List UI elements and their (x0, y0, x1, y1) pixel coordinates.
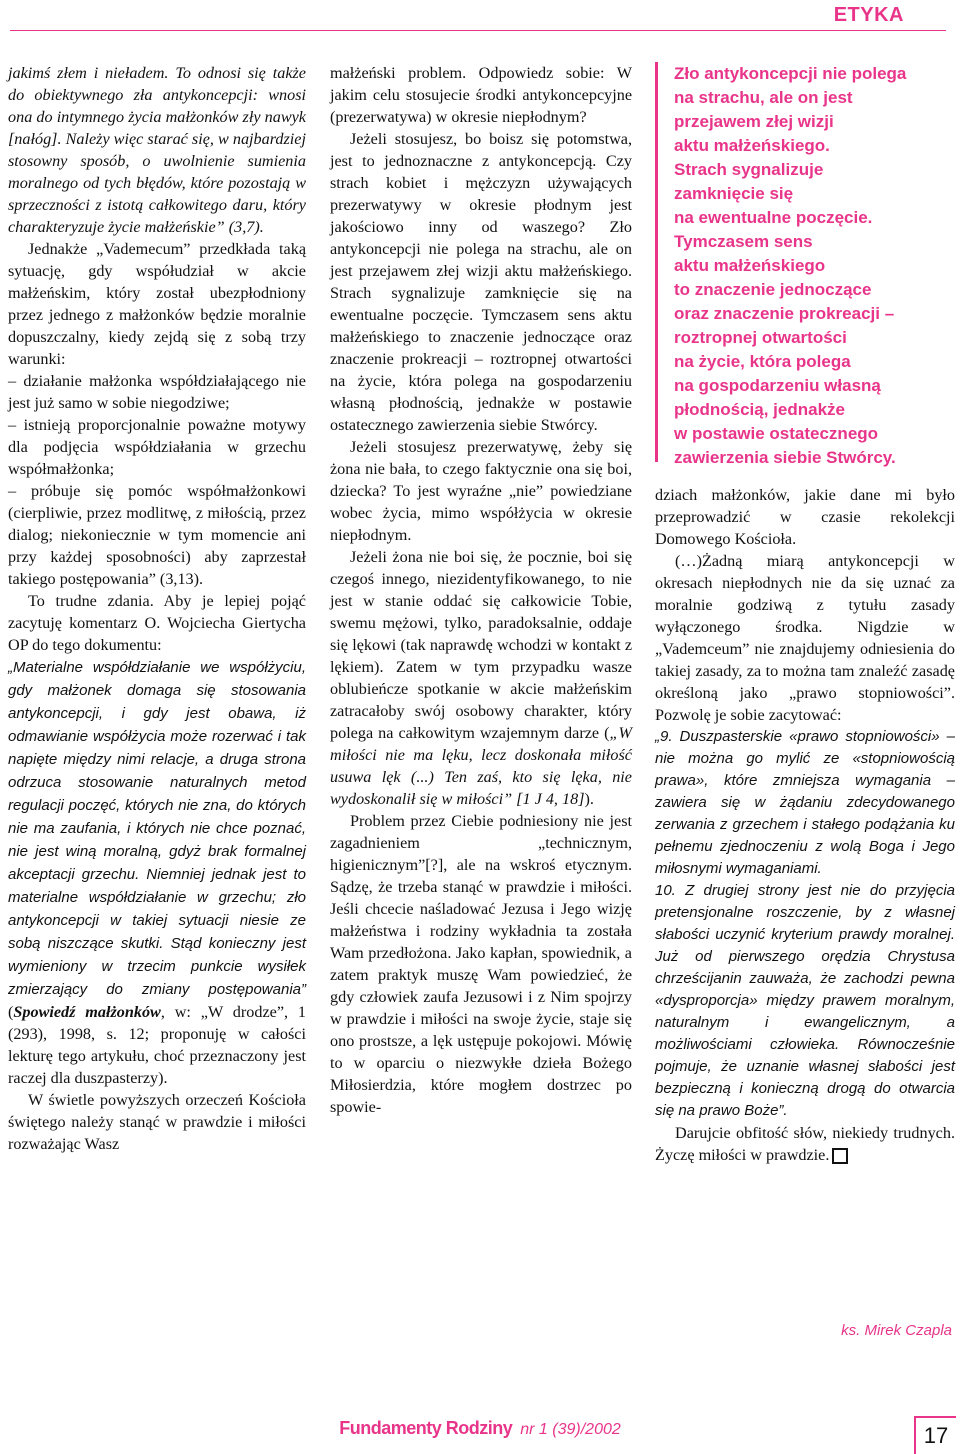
quote-text: „Materialne współdziałanie we współżyciu, gdy małżonek domaga się stosowania antykoncepcji, i gdy jest obawa, iż odmawianie współżycia może rozerwać i tak napięte między nimi relacje, a druga strona odrzuca stosowanie naturalnych metod regulacji poczęć, których nie zna, do których nie ma zaufania, i których nie chce poznać, nie jest winą moralną, gdyż brak formalnej akceptacji grzechu. Niemniej jednak jest to materialne współdziałanie w grzechu; zło antykoncepcji w takiej sytuacji niesie ze sobą niszczące skutki. Stąd konieczny jest wymieniony w trzecim punkcie wysiłek zmierzający do zmiany postępowania” (8, 659, 306, 998)
paragraph: małżeński problem. Odpowiedz sobie: W jakim celu stosujecie środki antykoncepcyjne (prezerwatywa) w okresie niepłodnym? (330, 64, 632, 126)
paragraph: Jeżeli stosujesz, bo boisz się potomstwa, jest to jednoznaczne z antykoncepcją. Czy strach kobiet i mężczyzn używających prezerwatywy w okresie płodnym jest jakościowo inny od waszego? Zło antykoncepcji nie polega na strachu, ale on jest przejawem złej wizji aktu małżeńskiego. Strach sygnalizuje zamknięcie się na ewentualne poczęcie. Tymczasem sens aktu małżeńskiego to znaczenie jednoczące oraz znaczenie prokreacji – roztropnej otwartości na życie, która polega na gospodarzeniu własną płodnością, jednakże w postawie ostatecznego zawierzenia siebie Stwórcy. (330, 130, 632, 434)
end-of-article-icon (832, 1148, 848, 1164)
section-label: ETYKA (833, 4, 904, 26)
quote-source-rest: , w: „W drodze”, 1 (293), 1998, s. 12; proponuję w całości lekturę tego artykułu, choć przeznaczony jest raczej dla duszpasterzy). (8, 1003, 306, 1087)
list-item: – istnieją proporcjonalnie poważne motywy dla podjęcia współdziałania w grzechu współmałżonka; (8, 416, 306, 478)
closing-text: Darujcie obfitość słów, niekiedy trudnych. Życzę miłości w prawdzie. (655, 1124, 955, 1164)
paragraph: Problem przez Ciebie podniesiony nie jest zagadnieniem „technicznym, higienicznym”[?], ale na wskroś etycznym. Sądzę, że trzeba stanąć w prawdzie i miłości. Jeśli chcecie naśladować Jezusa i Jego wizję małżeństwa i rodziny wykładnia ta została Wam przedłożona. Jako kapłan, spowiednik, a zatem praktyk muszę Wam powiedzieć, że gdy człowiek zaufa Jezusowi i z Nim spojrzy w prawdzie i miłości na swoje życie, staje się ono prostsze, a lęk ustępuje pokojowi. Mówię to w oparciu o niezwykłe dzieła Bożego Miłosierdzia, które mogłem dostrzec po spowie- (330, 812, 632, 1116)
quote-source-title: Spowiedź małżonków (13, 1003, 161, 1021)
pull-quote-line: aktu małżeńskiego. (674, 136, 830, 155)
column-2 (330, 62, 632, 1118)
footer (0, 1418, 960, 1439)
paragraph-end: ). (584, 790, 594, 808)
paragraph: Jednakże „Vademecum” przedkłada taką sytuację, gdy współudział w akcie małżeńskim, który został ubezpłodniony przez jednego z małżonków będzie moralnie dopuszczalny, kiedy zejdą się z sobą trzy warunki: (8, 240, 306, 368)
paragraph (330, 546, 632, 810)
quote-paragraph: „9. Duszpasterskie «prawo stopniowości» – nie można go mylić ze «stopniowością prawa», które zmniejsza wymagania – zawiera się w żądaniu zdecydowanego zerwania z grzechem i stałego podążania ku pełnemu zjednoczeniu z wolą Boga i Jego miłosnymi wymaganiami. (655, 728, 955, 877)
pull-quote-line: zawierzenia siebie Stwórcy. (674, 448, 896, 467)
pull-quote-line: w postawie ostatecznego (674, 424, 879, 443)
pull-quote (655, 62, 955, 467)
paragraph: To trudne zdania. Aby je lepiej pojąć zacytuję komentarz O. Wojciecha Giertycha OP do tego dokumentu: (8, 592, 306, 654)
pull-quote-line: roztropnej otwartości (674, 328, 847, 347)
paragraph (655, 1122, 955, 1166)
pull-quote-line: zamknięcie się (674, 184, 794, 203)
pull-quote-line: Zło antykoncepcji nie polega (674, 64, 907, 83)
quote-paragraph: 10. Z drugiej strony jest nie do przyjęcia pretensjonalne roszczenie, by z własnej słabości uczynić kryterium prawdy moralnej. Już od pierwszego orędzia Chrystusa chrześcijanin zauważa, że zachodzi pewna «dysproporcja» między prawem moralnym, naturalnym i ewangelicznym, a możliwościami człowieka. Równocześnie pojmuje, że uznanie własnej słabości jest bezpieczną i konieczną drogą do otwarcia się na prawo Boże”. (655, 882, 955, 1119)
pull-quote-line: to znaczenie jednoczące (674, 280, 872, 299)
list-item: – działanie małżonka współdziałającego nie jest już samo w sobie niegodziwe; (8, 372, 306, 412)
pull-quote-line: na strachu, ale on jest (674, 88, 853, 107)
paragraph: (…)Żadną miarą antykoncepcji w okresach niepłodnych nie da się uznać za moralnie godziwą z tytułu zasady wyłączonego środka. Nigdzie w „Vademceum” nie znajdujemy odniesienia do takiej zasady, za to można tam znaleźć zasadę określoną jako „prawo stopniowości”. Pozwolę je sobie zacytować: (655, 552, 955, 724)
pull-quote-line: oraz znaczenie prokreacji – (674, 304, 895, 323)
pull-quote-line: płodnością, jednakże (674, 400, 845, 419)
magazine-title: Fundamenty Rodziny (339, 1418, 513, 1438)
paragraph-text: Jeżeli żona nie boi się, że pocznie, boi się czegoś innego, niezidentyfikowanego, to nie jest w stanie oddać się całkowicie Tobie, swemu mężowi, tylko, paradoksalnie, oddaje się lękowi (tak naprawdę wchodzi w kontakt z lękiem). Zatem w tym przypadku wasze oblubieńcze spotkanie w akcie małżeńskim zatracałoby swój osobowy charakter, który polega na całkowitym wzajemnym darze ( (330, 548, 632, 742)
bible-quote: „W miłości nie ma lęku, lecz doskonała miłość usuwa lęk (...) Ten zaś, kto się lęka, nie wydoskonalił się w miłości” [1 J 4, 18] (330, 724, 632, 808)
quote-paragraph: „Materialne współdziałanie we współżyciu, gdy małżonek domaga się stosowania antykoncepcji, i gdy jest obawa, iż odmawianie współżycia może rozerwać i tak napięte między nimi relacje, a druga strona odrzuca stosowanie naturalnych metod regulacji poczęć, których nie zna, do których nie ma zaufania, i których nie chce poznać, nie jest winą moralną, gdyż brak formalnej akceptacji grzechu. Niemniej jednak jest to materialne współdziałanie w grzechu; zło antykoncepcji w takiej sytuacji niesie ze sobą niszczące skutki. Stąd konieczny jest wymieniony w trzecim punkcie wysiłek zmierzający do zmiany postępowania” (Spowiedź małżonków, w: „W drodze”, 1 (293), 1998, s. 12; proponuję w całości lekturę tego artykułu, choć przeznaczony jest raczej dla duszpasterzy). (8, 659, 306, 1087)
pull-quote-line: na ewentualne poczęcie. (674, 208, 873, 227)
pull-quote-line: aktu małżeńskiego (674, 256, 826, 275)
paragraph: dziach małżonków, jakie dane mi było przeprowadzić w czasie rekolekcji Domowego Kościoła. (655, 486, 955, 548)
page-number: 17 (914, 1416, 956, 1454)
paragraph: Jeżeli stosujesz prezerwatywę, żeby się żona nie bała, to czego faktycznie ona się boi, dziecka? To jest wyraźne „nie” powiedziane wobec życia, mimo współżycia w okresie niepłodnym. (330, 438, 632, 544)
pull-quote-line: Strach sygnalizuje (674, 160, 824, 179)
paragraph: W świetle powyższych orzeczeń Kościoła świętego należy stanąć w prawdzie i miłości rozważając Wasz (8, 1091, 306, 1153)
column-1 (8, 62, 306, 1155)
pull-quote-line: na życie, która polega (674, 352, 851, 371)
pull-quote-line: Tymczasem sens (674, 232, 813, 251)
paragraph: jakimś złem i nieładem. To odnosi się także do obiektywnego zła antykoncepcji: wnosi ona do intymnego życia małżonków zły nawyk [nałóg]. Należy więc starać się, w najbardziej stosowny sposób, o uwolnienie sumienia moralnego od tych błędów, które pozostają w sprzeczności z istotą całkowitego daru, który charakteryzuje życie małżeńskie” (3,7). (8, 64, 306, 236)
pull-quote-line: przejawem złej wizji (674, 112, 834, 131)
author-signature: ks. Mirek Czapla (841, 1322, 952, 1339)
list-item: – próbuje się pomóc współmałżonkowi (cierpliwie, przez modlitwę, z miłością, przez dialog; niekoniecznie w tym momencie ani przy każdej sposobności) aby zaprzestał takiego postępowania” (3,13). (8, 482, 306, 588)
header-rule (10, 30, 946, 31)
pull-quote-line: na gospodarzeniu własną (674, 376, 881, 395)
issue-number: nr 1 (39)/2002 (520, 1421, 621, 1438)
column-3 (655, 62, 955, 1166)
